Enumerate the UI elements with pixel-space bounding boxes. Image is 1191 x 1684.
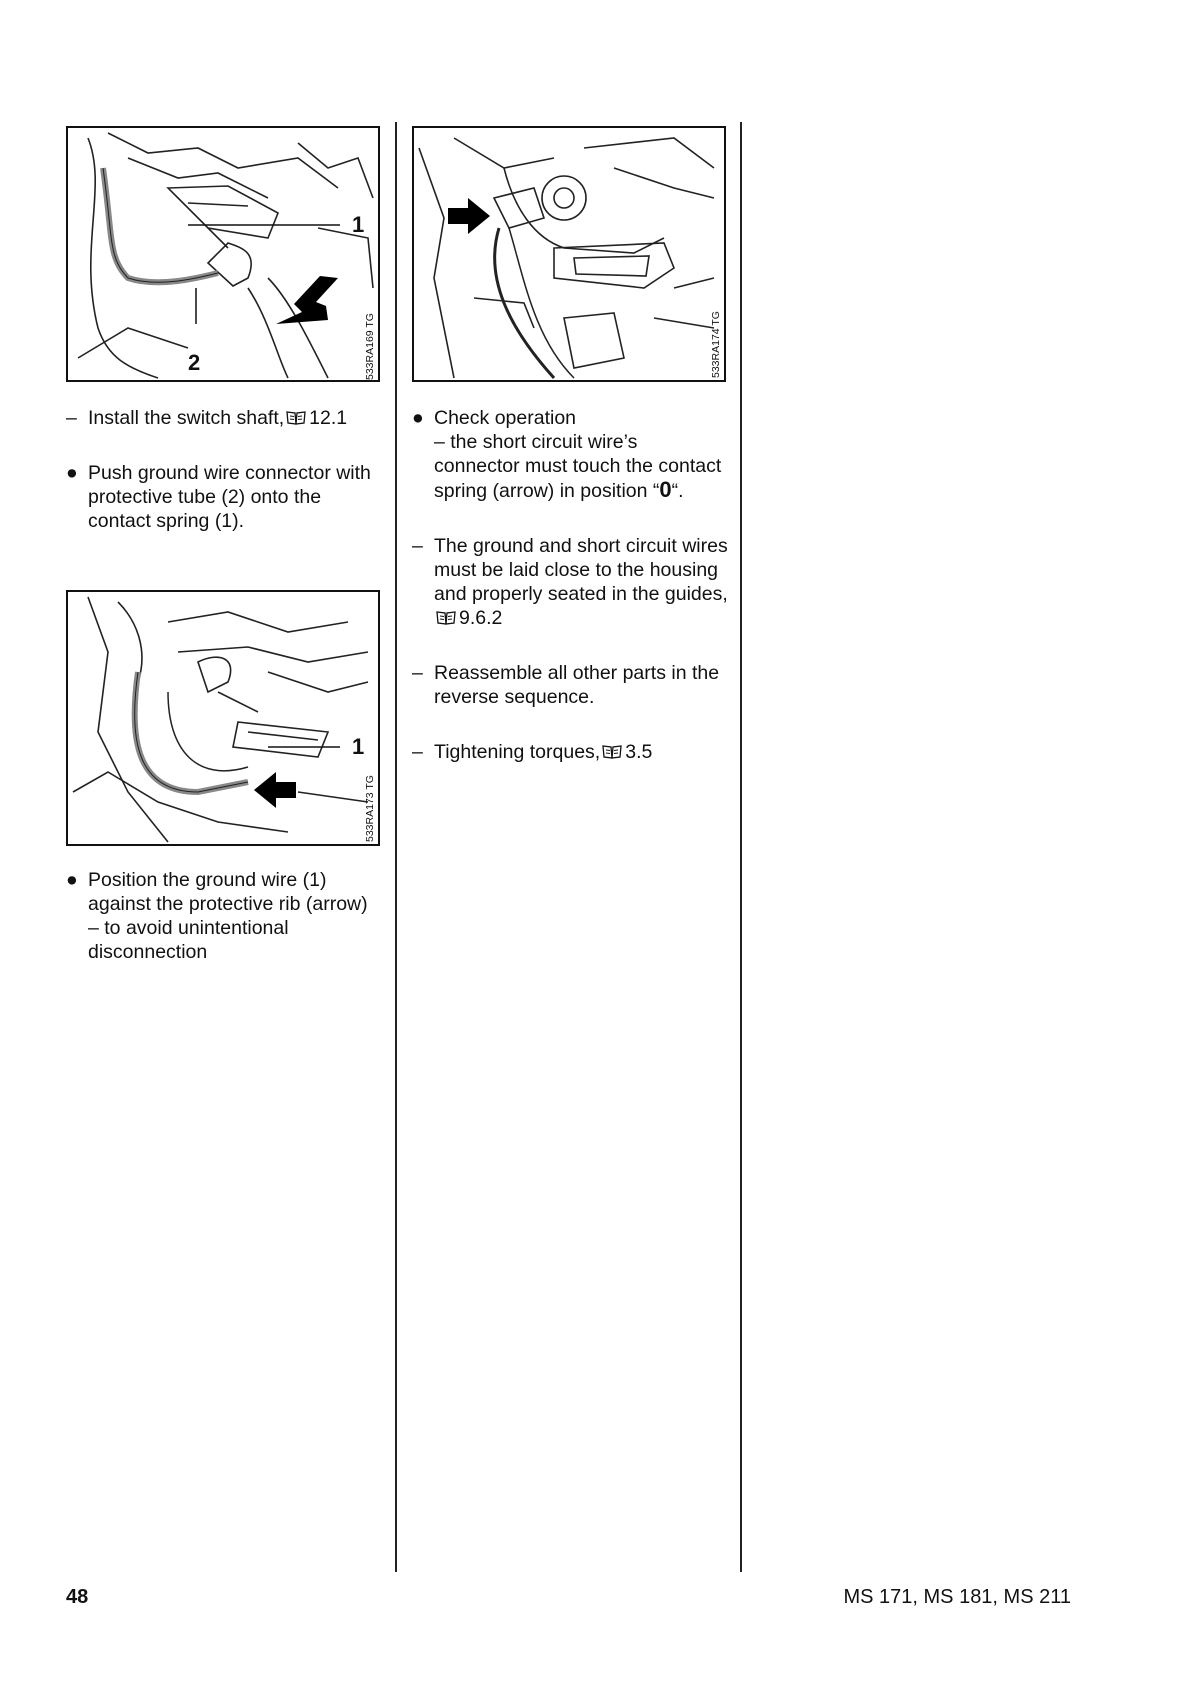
step-check-operation (412, 406, 732, 503)
step-reassemble (412, 661, 732, 709)
column-divider-2 (740, 122, 742, 1572)
figure-code: 533RA174 TG (710, 311, 722, 378)
dash-marker: – (412, 741, 423, 763)
section-ref[interactable]: 9.6.2 (459, 607, 503, 629)
bullet-marker: ● (66, 462, 78, 484)
step-text-line: Check operation (434, 407, 577, 429)
step-position-ground-wire (66, 868, 386, 964)
step-text: The ground and short circuit wires must be laid close to the housing and properly seated in the guides, (434, 535, 728, 605)
column-divider-1 (395, 122, 397, 1572)
book-icon (602, 744, 622, 760)
step-text: Tightening torques, (434, 741, 601, 763)
section-ref[interactable]: 3.5 (625, 741, 653, 763)
illustration-ground-wire (68, 592, 378, 844)
step-text: Reassemble all other parts in the reverse sequence. (434, 662, 720, 708)
figure-ground-wire-rib (66, 590, 380, 846)
step-text-line: – the short circuit wire’s (434, 431, 638, 453)
illustration-short-circuit-wire (414, 128, 724, 380)
step-text: Install the switch shaft, (88, 407, 285, 429)
step-text-line: against the protective rib (arrow) (88, 893, 368, 915)
step-lay-wires (412, 534, 732, 630)
step-text-line: disconnection (88, 941, 208, 963)
book-icon (286, 410, 306, 426)
figure-code: 533RA169 TG (364, 313, 376, 380)
bullet-marker: ● (66, 869, 78, 891)
dash-marker: – (66, 407, 77, 429)
dash-marker: – (412, 535, 423, 557)
dash-marker: – (412, 662, 423, 684)
figure-check-operation (412, 126, 726, 382)
step-text-line: – to avoid unintentional (88, 917, 289, 939)
page-number: 48 (66, 1586, 89, 1608)
step-install-switch-shaft (66, 406, 386, 430)
callout-label-2: 2 (188, 350, 201, 375)
figure-switch-shaft (66, 126, 380, 382)
book-icon (436, 610, 456, 626)
step-text-line: spring (arrow) in position “ (434, 480, 660, 502)
step-text-end: “. (671, 480, 684, 502)
step-tightening-torques (412, 740, 732, 764)
figure-code: 533RA173 TG (364, 775, 376, 842)
callout-label-1: 1 (352, 734, 365, 759)
step-text: Push ground wire connector with protective tube (2) onto the contact spring (1). (88, 462, 371, 532)
section-ref[interactable]: 12.1 (309, 407, 348, 429)
position-zero: 0 (659, 477, 672, 502)
callout-label-1: 1 (352, 212, 365, 237)
step-text-line: connector must touch the contact (434, 455, 722, 477)
model-list: MS 171, MS 181, MS 211 (843, 1586, 1071, 1608)
bullet-marker: ● (412, 407, 424, 429)
step-text-line: Position the ground wire (1) (88, 869, 327, 891)
step-push-ground-wire (66, 461, 386, 533)
illustration-wire-connector (68, 128, 378, 380)
